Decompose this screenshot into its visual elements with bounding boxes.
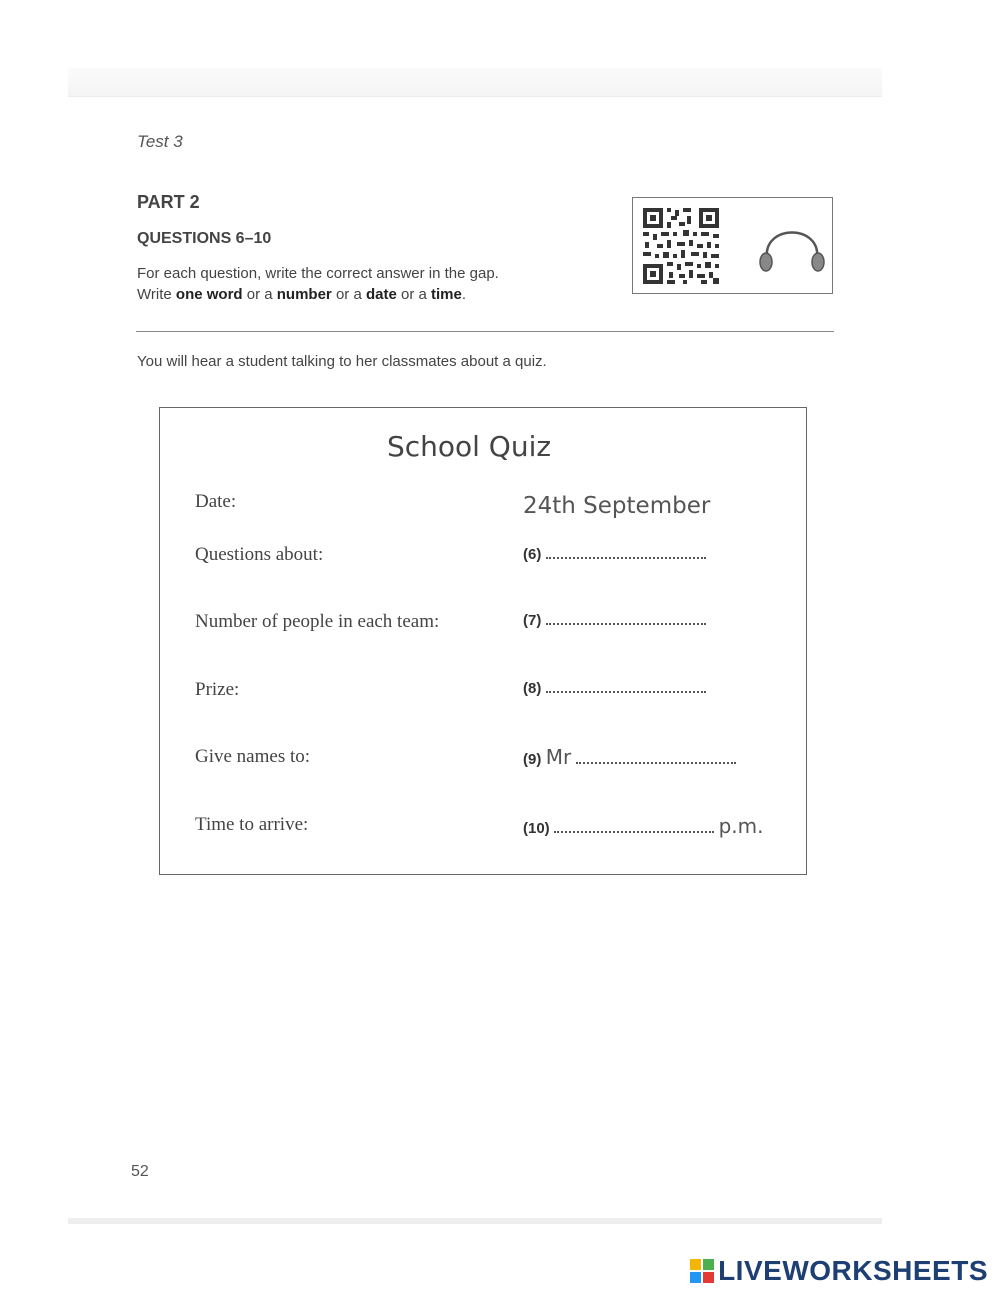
headphones-icon[interactable]	[757, 216, 827, 276]
part-heading: PART 2	[137, 192, 200, 212]
answer-7	[523, 612, 706, 630]
intro-text: You will hear a student talking to her classmates about a quiz.	[137, 353, 547, 370]
question-number: (10)	[523, 820, 550, 837]
instructions	[137, 263, 499, 305]
instruction-line-1: For each question, write the correct answer in the gap.	[137, 265, 499, 282]
answer-9	[523, 745, 736, 769]
pm-suffix: p.m.	[718, 814, 764, 838]
test-label: Test 3	[137, 132, 183, 151]
label-time-to-arrive: Time to arrive:	[195, 814, 309, 835]
question-number: (8)	[523, 680, 542, 697]
answer-gap-7[interactable]	[546, 613, 706, 625]
question-number: (9)	[523, 751, 542, 768]
question-number: (6)	[523, 546, 542, 563]
answer-10	[523, 814, 764, 838]
brand-name: LIVEWORKSHEETS	[718, 1255, 988, 1286]
liveworksheets-logo-icon	[690, 1259, 714, 1283]
answer-6	[523, 546, 706, 564]
question-number: (7)	[523, 612, 542, 629]
divider	[136, 331, 834, 332]
scan-edge-bottom	[68, 1218, 882, 1224]
scan-edge-top	[68, 68, 882, 97]
answer-8	[523, 680, 706, 698]
label-team-size: Number of people in each team:	[195, 611, 440, 632]
answer-gap-8[interactable]	[546, 681, 706, 693]
liveworksheets-logo	[690, 1255, 988, 1287]
label-prize: Prize:	[195, 679, 240, 700]
answer-gap-6[interactable]	[546, 547, 706, 559]
label-date: Date:	[195, 491, 237, 512]
audio-box	[632, 197, 833, 294]
qr-code-icon[interactable]	[643, 208, 719, 284]
label-questions-about: Questions about:	[195, 544, 324, 565]
page-number: 52	[131, 1163, 149, 1180]
label-give-names: Give names to:	[195, 746, 311, 767]
mr-prefix: Mr	[545, 745, 572, 769]
instruction-line-2: Write one word or a number or a date or a time.	[137, 286, 467, 303]
quiz-title: School Quiz	[386, 430, 552, 463]
date-answer: 24th September	[523, 493, 711, 519]
questions-heading: QUESTIONS 6–10	[137, 230, 272, 247]
school-quiz-form	[159, 407, 807, 875]
answer-gap-10[interactable]	[554, 821, 714, 833]
answer-gap-9[interactable]	[576, 752, 736, 764]
